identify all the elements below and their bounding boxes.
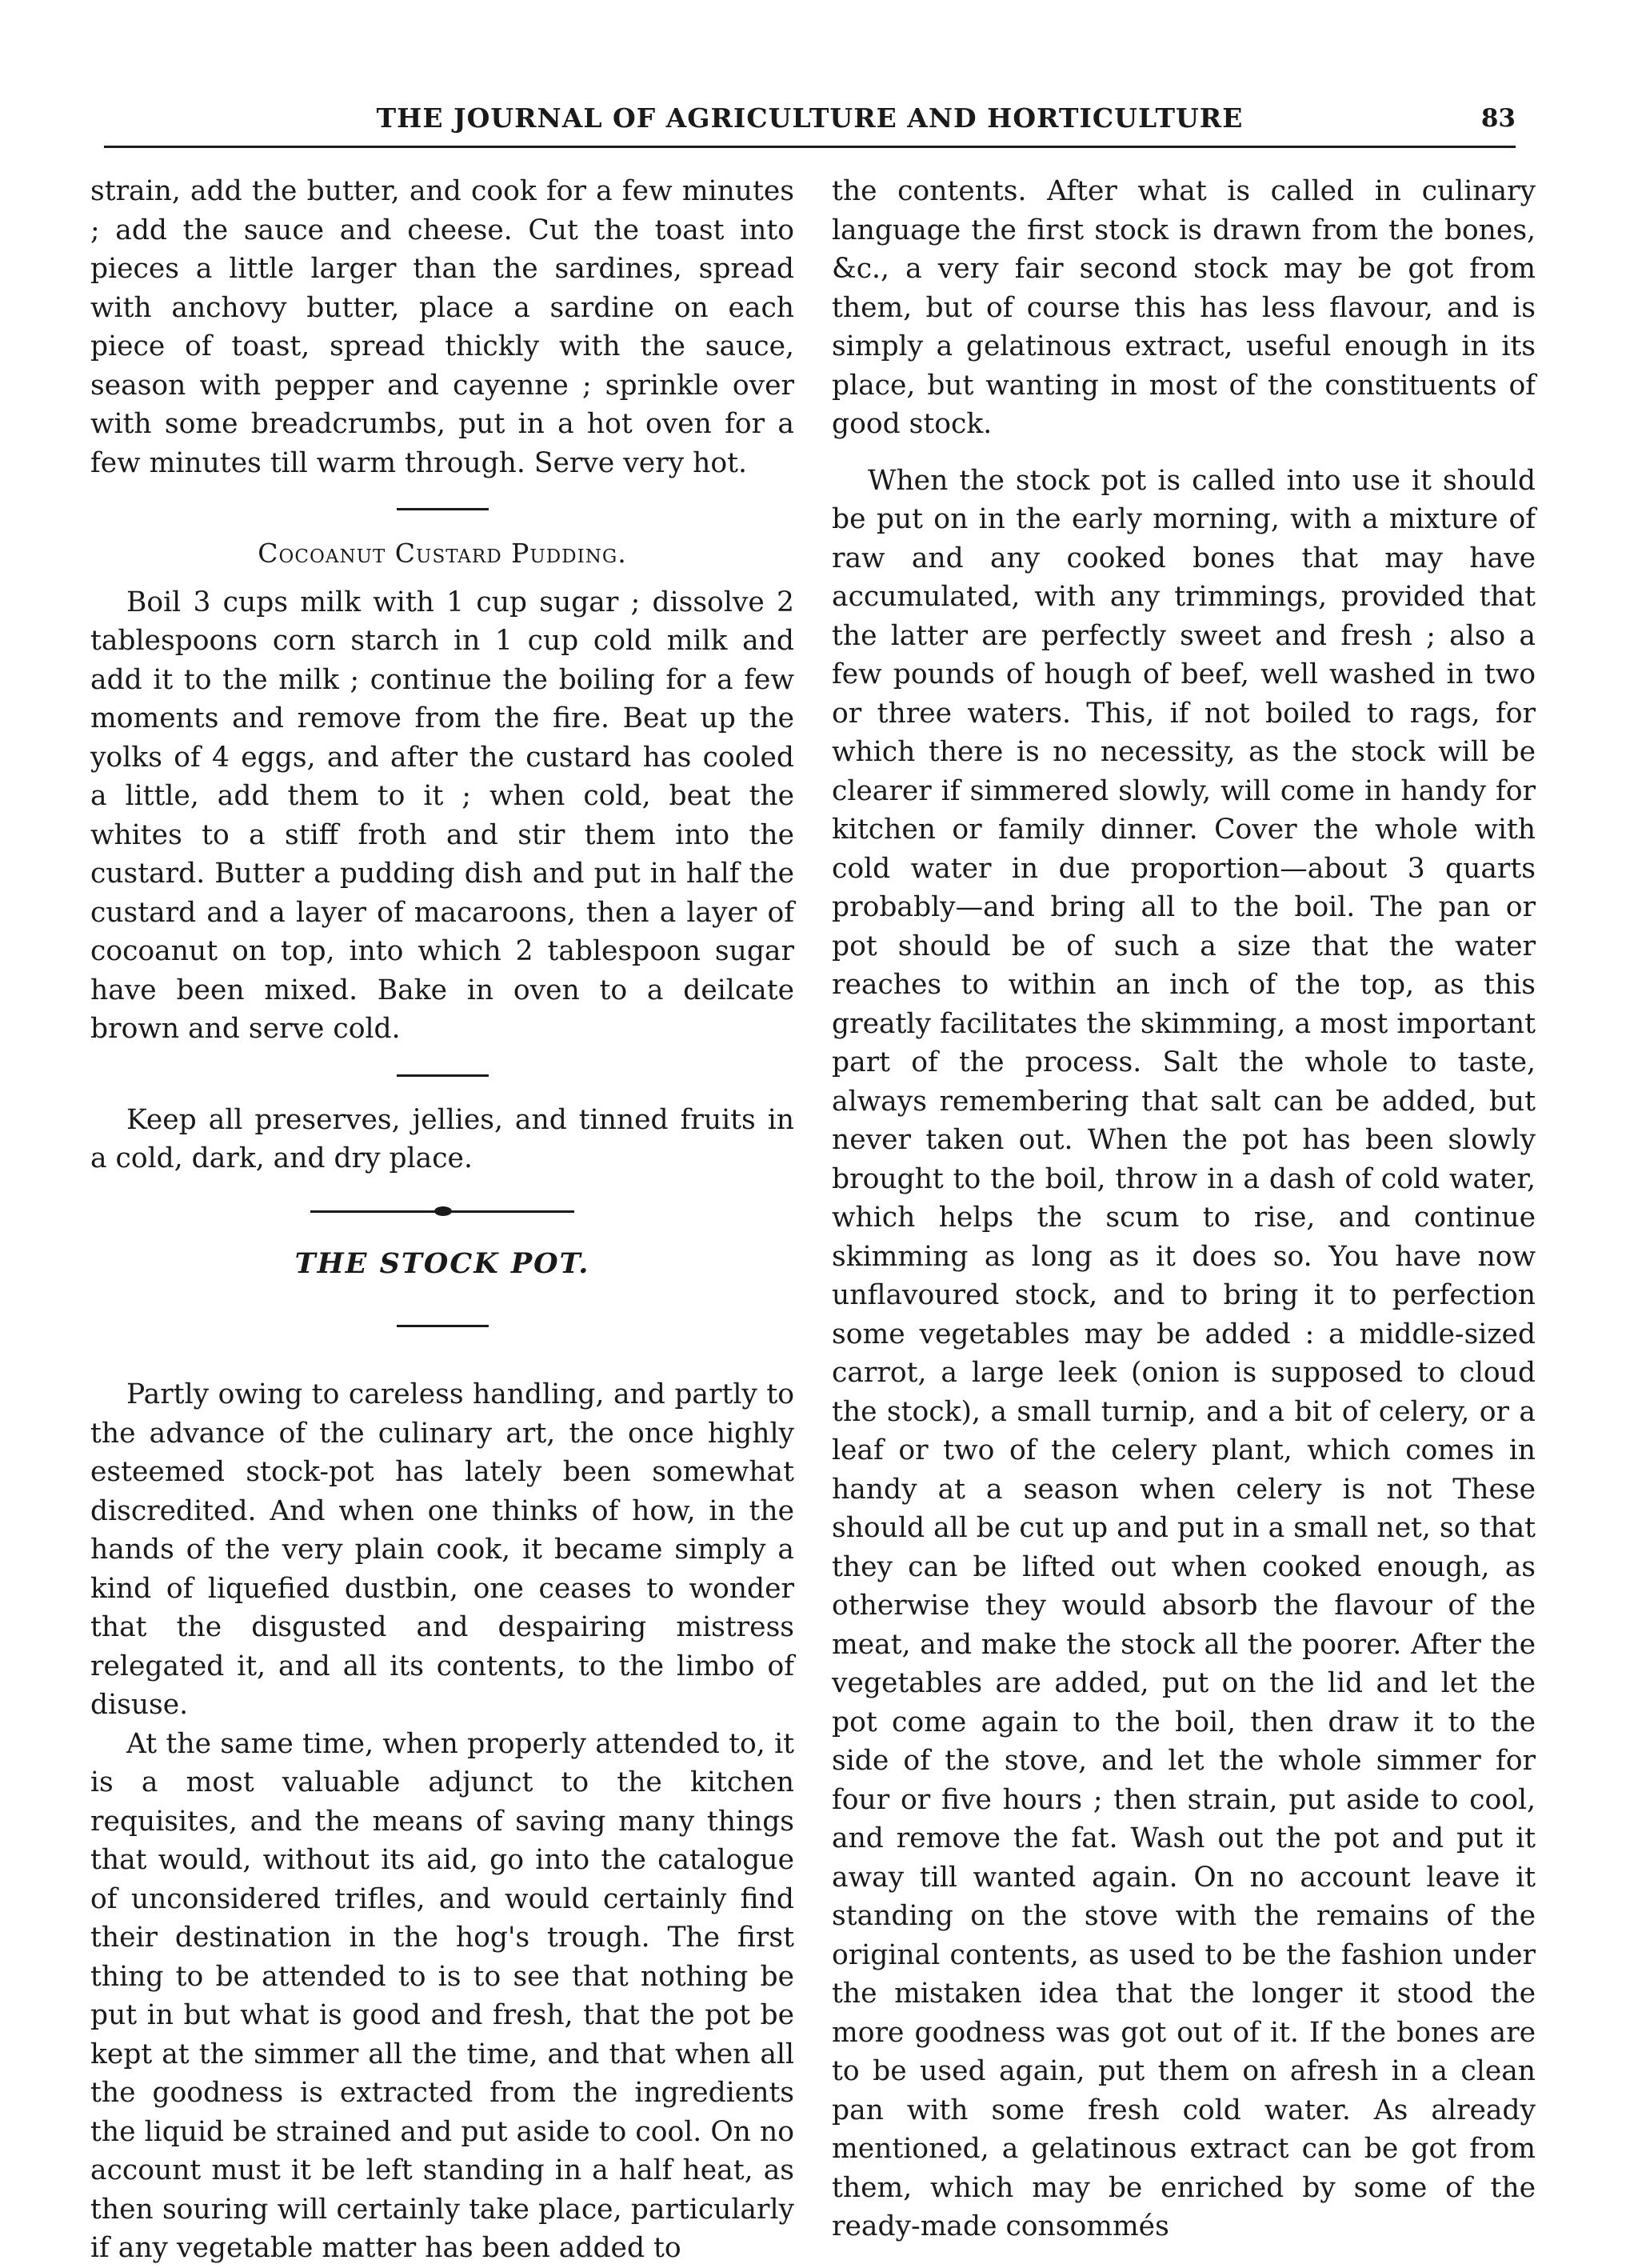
ornamental-divider xyxy=(310,1210,574,1213)
stock-paragraph-4: When the stock pot is called into use it should be put on in the early morning, with a mixture of raw and any cooked bones that may have accumulated, with any trimmings, provided that the latter are perfectly sweet and fresh ; also a few pounds of hough of beef, well washed in two or three waters. This, if not boiled to rags, for which there is no necessity, as the stock will be clearer if simmered slowly, will come in handy for kitchen or family dinner. Cover the whole with cold water in due proportion—about 3 quarts probably—and bring all to the boil. The pan or pot should be of such a size that the water reaches to within an inch of the top, as this greatly facilitates the skimming, a most important part of the process. Salt the whole to taste, always remembering that salt can be added, but never taken out. When the pot has been slowly brought to the boil, throw in a dash of cold water, which helps the scum to rise, and continue skimming as long as it does so. You have now unflavoured stock, and to bring it to perfection some vegetables may be added : a middle-sized carrot, a large leek (onion is supposed to cloud the stock), a small turnip, and a bit of celery, or a leaf or two of the celery plant, which comes in handy at a season when celery is not These should all be cut up and put in a small net, so that they can be lifted out when cooked enough, as otherwise they would absorb the flavour of the meat, and make the stock all the poorer. After the vegetables are added, put on the lid and let the pot come again to the boil, then draw it to the side of the stove, and let the whole simmer for four or five hours ; then strain, put aside to cool, and remove the fat. Wash out the pot and put it away till wanted again. On no account leave it standing on the stove with the remains of the original contents, as used to be the fashion under the mistaken idea that the longer it stood the more goodness was got out of it. If the bones are to be used again, put them on afresh in a clean pan with some fresh cold water. As already mentioned, a gelatinous extract can be got from them, which may be enriched by some of the ready-made consommés xyxy=(832,464,1536,2242)
pudding-title: Cocoanut Custard Pudding. xyxy=(258,538,627,569)
running-title: THE JOURNAL OF AGRICULTURE AND HORTICULTURE xyxy=(376,102,1244,134)
ornament-dot xyxy=(434,1206,452,1216)
page-header xyxy=(104,96,1516,144)
title-rule xyxy=(397,1325,489,1327)
left-column xyxy=(90,172,794,2268)
pudding-recipe: Boil 3 cups milk with 1 cup sugar ; dissolve 2 tablespoons corn starch in 1 cup cold milk and add it to the milk ; continue the boiling for a few moments and remove from the fire. Beat up the yolks of 4 eggs, and after the custard has cooled a little, add them to it ; when cold, beat the whites to a stiff froth and stir them into the custard. Butter a pudding dish and put in half the custard and a layer of macaroons, then a layer of cocoanut on top, into which 2 tablespoon sugar have been mixed. Bake in oven to a deilcate brown and serve cold. xyxy=(90,586,794,1045)
article-title: THE STOCK POT. xyxy=(294,1246,590,1280)
header-rule xyxy=(104,146,1516,148)
stock-paragraph-3: the contents. After what is called in culinary language the first stock is drawn from the bones, &c., a very fair second stock may be got from them, but of course this has less flavour, and is simply a gelatinous extract, useful enough in its place, but wanting in most of the constituents of good stock. xyxy=(832,175,1536,440)
sardine-recipe-ending: strain, add the butter, and cook for a few minutes ; add the sauce and cheese. Cut the toast into pieces a little larger than the sardines, spread with anchovy butter, place a sardine on each piece of toast, spread thickly with the sauce, season with pepper and cayenne ; sprinkle over with some breadcrumbs, put in a hot oven for a few minutes till warm through. Serve very hot. xyxy=(90,175,794,479)
section-divider xyxy=(397,1074,489,1077)
paragraph-gap xyxy=(832,444,1536,462)
section-divider xyxy=(397,508,489,510)
stock-paragraph-2: At the same time, when properly attended to, it is a most valuable adjunct to the kitchen requisites, and the means of saving many things that would, without its aid, go into the catalogue of unconsidered trifles, and would certainly find their destination in the hog's trough. The first thing to be attended to is to see that nothing be put in but what is good and fresh, that the pot be kept at the simmer all the time, and that when all the goodness is extracted from the ingredients the liquid be strained and put aside to cool. On no account must it be left standing in a half heat, as then souring will certainly take place, particularly if any vegetable matter has been added to xyxy=(90,1727,794,2264)
right-column xyxy=(832,172,1536,2246)
stock-paragraph-1: Partly owing to careless handling, and partly to the advance of the culinary art, the once highly esteemed stock-pot has lately been somewhat discredited. And when one thinks of how, in the hands of the very plain cook, it became simply a kind of liquefied dustbin, one ceases to wonder that the disgusted and despairing mistress relegated it, and all its contents, to the limbo of disuse. xyxy=(90,1378,794,1721)
page-number: 83 xyxy=(1480,104,1516,133)
preserves-note: Keep all preserves, jellies, and tinned fruits in a cold, dark, and dry place. xyxy=(90,1103,794,1174)
